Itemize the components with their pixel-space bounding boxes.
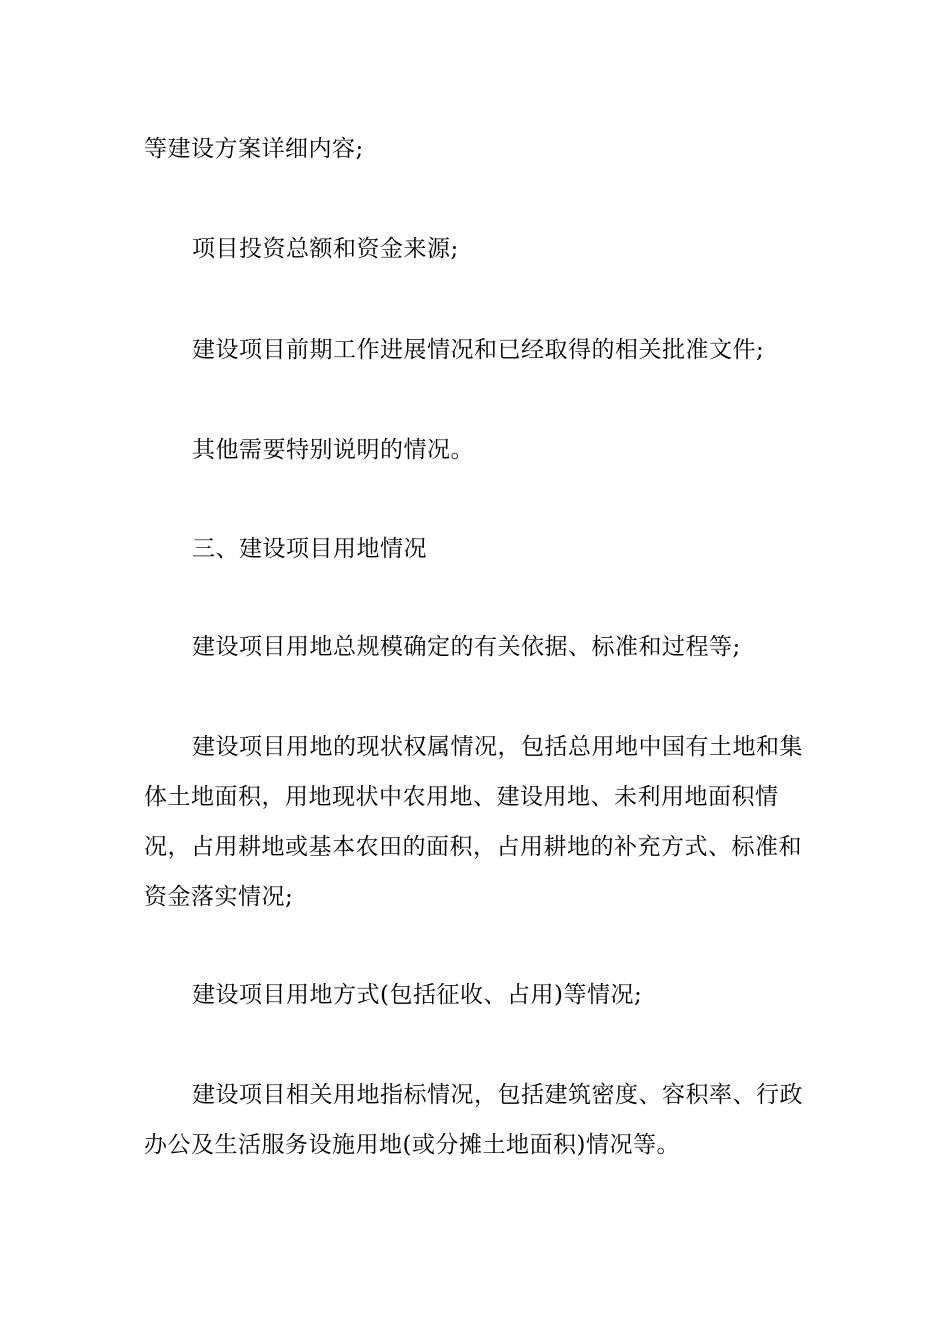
paragraph-continuation: 等建设方案详细内容;: [144, 136, 364, 162]
paragraph-land-scale-basis: 建设项目用地总规模确定的有关依据、标准和过程等;: [192, 634, 741, 660]
paragraph-land-ownership: 建设项目用地的现状权属情况，包括总用地中国有土地和集体土地面积，用地现状中农用地、建设用地、未利用地面积情况，占用耕地或基本农田的面积，占用耕地的补充方式、标准和资金落实情况;: [144, 734, 803, 910]
paragraph-land-indicators: 建设项目相关用地指标情况，包括建筑密度、容积率、行政办公及生活服务设施用地(或分摊土地面积)情况等。: [144, 1082, 803, 1158]
section-heading-land-use: 三、建设项目用地情况: [192, 536, 427, 562]
paragraph-preliminary-work: 建设项目前期工作进展情况和已经取得的相关批准文件;: [192, 337, 765, 363]
paragraph-other-notes: 其他需要特别说明的情况。: [192, 437, 474, 463]
paragraph-investment: 项目投资总额和资金来源;: [192, 236, 459, 262]
paragraph-land-use-method: 建设项目用地方式(包括征收、占用)等情况;: [192, 982, 643, 1008]
